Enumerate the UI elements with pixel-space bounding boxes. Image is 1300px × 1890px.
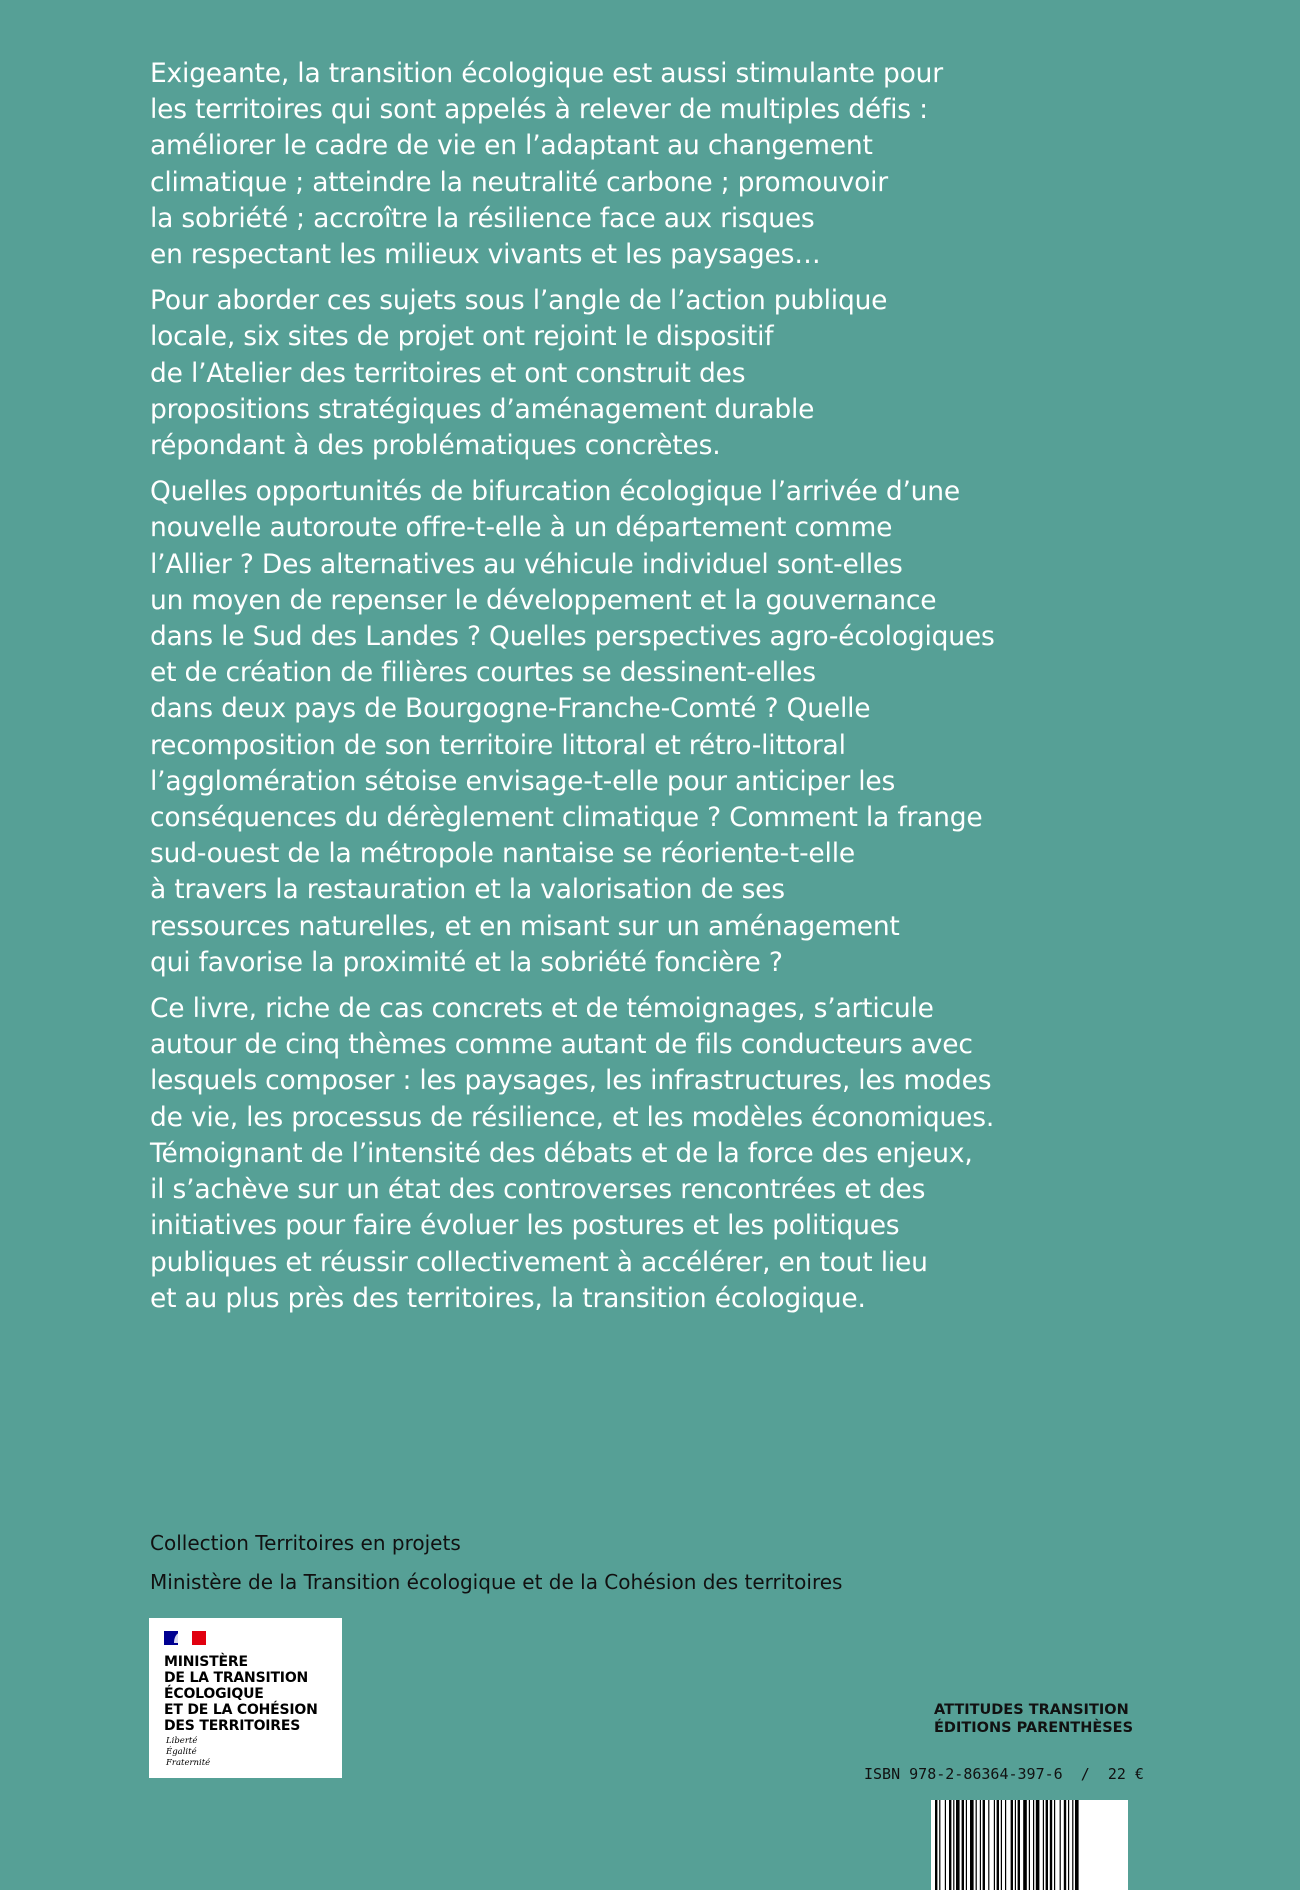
barcode-bar [1075,1800,1079,1890]
blurb-line: Ce livre, riche de cas concrets et de témoignages, s’articule [150,993,934,1025]
collection-name: Collection Territoires en projets [150,1531,461,1555]
blurb-line: et de création de filières courtes se dessinent-elles [150,657,816,689]
barcode [931,1800,1128,1890]
barcode-bar [1068,1800,1069,1890]
barcode-bar [1018,1800,1020,1890]
blurb-paragraph [150,283,1000,464]
ministry-logo [149,1618,342,1778]
blurb-line: améliorer le cadre de vie en l’adaptant au changement [150,130,873,162]
barcode-bar [994,1800,995,1890]
blurb-line: Quelles opportunités de bifurcation écologique l’arrivée d’une [150,476,960,508]
back-cover-blurb [150,56,1000,1327]
barcode-bar [1050,1800,1052,1890]
blurb-paragraph [150,474,1000,981]
blurb-line: conséquences du dérèglement climatique ? Comment la frange [150,802,983,834]
isbn-price: ISBN 978-2-86364-397-6 / 22 € [864,1765,1144,1783]
barcode-bar [980,1800,981,1890]
blurb-line: il s’achève sur un état des controverses rencontrées et des [150,1174,926,1206]
barcode-bar [1036,1800,1040,1890]
blurb-line: sud-ouest de la métropole nantaise se réoriente-t-elle [150,838,855,870]
barcode-bar [970,1800,974,1890]
blurb-line: dans deux pays de Bourgogne-Franche-Comté ? Quelle [150,693,871,725]
barcode-bar [1005,1800,1006,1890]
barcode-bar [1054,1800,1055,1890]
barcode-bar [1060,1800,1061,1890]
blurb-line: ressources naturelles, et en misant sur un aménagement [150,910,900,942]
blurb-line: qui favorise la proximité et la sobriété foncière ? [150,946,783,978]
barcode-bar [935,1800,937,1890]
blurb-paragraph [150,56,1000,273]
barcode-bar [949,1800,951,1890]
blurb-line: la sobriété ; accroître la résilience face aux risques [150,202,815,234]
blurb-line: publiques et réussir collectivement à accélérer, en tout lieu [150,1246,928,1278]
blurb-line: Exigeante, la transition écologique est aussi stimulante pour [150,58,943,89]
blurb-line: initiatives pour faire évoluer les postures et les politiques [150,1210,900,1242]
blurb-line: un moyen de repenser le développement et la gouvernance [150,584,937,616]
barcode-bar [962,1800,964,1890]
blurb-line: recomposition de son territoire littoral et rétro-littoral [150,729,846,761]
barcode-bar [1023,1800,1027,1890]
blurb-line: l’Allier ? Des alternatives au véhicule individuel sont-elles [150,548,903,580]
blurb-line: locale, six sites de projet ont rejoint le dispositif [150,321,774,353]
barcode-bar [1011,1800,1013,1890]
barcode-bar [956,1800,960,1890]
barcode-bar [1046,1800,1048,1890]
blurb-line: Pour aborder ces sujets sous l’angle de l’action publique [150,285,888,317]
blurb-line: nouvelle autoroute offre-t-elle à un département comme [150,512,893,544]
marianne-icon [171,1630,187,1644]
barcode-bar [997,1800,999,1890]
publisher [934,1701,1133,1737]
blurb-line: répondant à des problématiques concrètes. [150,430,721,462]
barcode-bar [939,1800,940,1890]
blurb-line: à travers la restauration et la valorisation de ses [150,874,785,906]
blurb-paragraph [150,991,1000,1317]
blurb-line: lesquels composer : les paysages, les infrastructures, les modes [150,1065,992,1097]
logo-ministry-name: MINISTÈRE DE LA TRANSITION ÉCOLOGIQUE ET DE LA COHÉSION DES TERRITOIRES [164,1654,318,1734]
barcode-bar [1072,1800,1073,1890]
barcode-bar [1001,1800,1002,1890]
series-name: ATTITUDES TRANSITION [934,1702,1129,1718]
barcode-bar [983,1800,985,1890]
blurb-line: de l’Atelier des territoires et ont construit des [150,357,746,389]
barcode-bar [966,1800,967,1890]
ministry-name: Ministère de la Transition écologique et de la Cohésion des territoires [150,1570,843,1594]
barcode-bar [945,1800,946,1890]
barcode-bars [931,1800,1128,1890]
blurb-line: l’agglomération sétoise envisage-t-elle pour anticiper les [150,765,896,797]
barcode-bar [1029,1800,1030,1890]
blurb-line: autour de cinq thèmes comme autant de fils conducteurs avec [150,1029,973,1061]
barcode-bar [1064,1800,1066,1890]
blurb-line: de vie, les processus de résilience, et les modèles économiques. [150,1101,995,1133]
barcode-bar [1015,1800,1016,1890]
publisher-name: ÉDITIONS PARENTHÈSES [934,1720,1134,1736]
blurb-line: les territoires qui sont appelés à relever de multiples défis : [150,94,928,126]
barcode-bar [976,1800,977,1890]
blurb-line: Témoignant de l’intensité des débats et de la force des enjeux, [150,1137,973,1169]
blurb-line: climatique ; atteindre la neutralité carbone ; promouvoir [150,166,888,198]
logo-motto: Liberté Égalité Fraternité [166,1736,211,1768]
blurb-line: dans le Sud des Landes ? Quelles perspectives agro-écologiques [150,621,995,653]
barcode-bar [1043,1800,1044,1890]
barcode-bar [953,1800,954,1890]
barcode-bar [988,1800,989,1890]
blurb-line: et au plus près des territoires, la transition écologique. [150,1282,866,1314]
blurb-line: propositions stratégiques d’aménagement durable [150,393,815,425]
blurb-line: en respectant les milieux vivants et les paysages… [150,239,821,271]
barcode-bar [1033,1800,1034,1890]
